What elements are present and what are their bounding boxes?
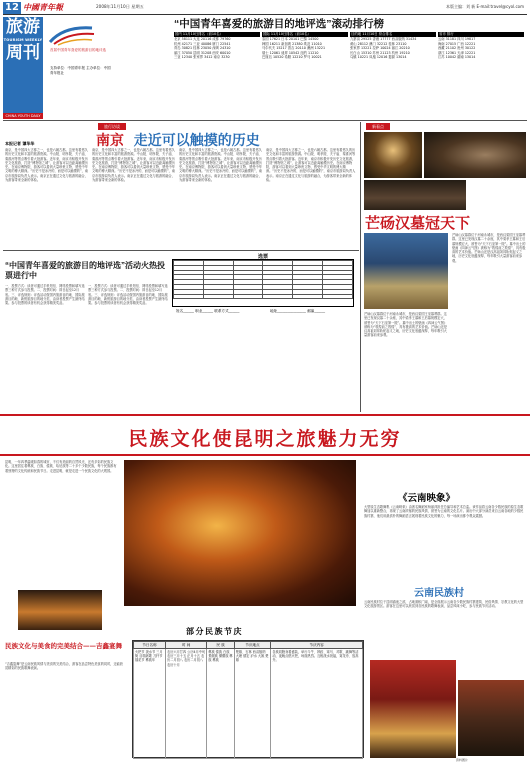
village-photo-caption: 资料图片 [456, 758, 469, 762]
vote-body-col1: 一、投票方式：读者可通过手机短信、网络投票和填写选票三种方式参与投票。二、投票时间：即日起至12月底。三、评选规则：评选活动按国内旅游目的地、国际旅游目的地、新锐旅游目的地分类，由读者投票产生最终结果。参与投票的读者有机会获得精美奖品。 [5, 284, 85, 306]
ballot-cell[interactable] [323, 294, 353, 299]
vote-headline: “中国青年喜爱的旅游目的地评选”活动火热投票进行中 [5, 261, 165, 280]
nanjing-body-col1: 南京，是中国四大古都之一，也是六朝古都。这里有着悠久的历史文化和丰富的旅游资源。中山陵、明孝陵、夫子庙、秦淮河等景点吸引着大批游客。近年来，南京市积极开发历史文化旅游，打造“博物馆之城”，让游客可以近距离触摸历史。在南京博物院，游客可以看到大量珍贵文物，感受中华文明的博大精深。“历史不是冰冷的，而是可以触摸的”，南京市旅游局负责人表示。南京正在通过文化与旅游的融合，为游客带来全新的体验。 [5, 148, 88, 183]
ballot-name-field[interactable]: 姓名______ 职业______ 联系方式______ [176, 309, 240, 313]
ranking-column-head: 国内 11月10日排名（前10名） [174, 32, 260, 37]
village-photo [370, 660, 456, 758]
ranking-row: 北京 58111 大连 20116 成都 79760 [174, 37, 231, 41]
survey-caption: 首届中国青年喜爱的旅游目的地评选 [50, 48, 106, 52]
ranking-row: 黄山 28112 澳门 32212 桂林 23110 [350, 41, 407, 46]
ranking-column-head: 省市 排行 [438, 32, 524, 37]
ranking-column [438, 32, 524, 60]
section-divider [3, 120, 527, 121]
paper-name-strip: CHINA YOUTH DAILY [3, 113, 43, 119]
section-title-block [3, 17, 43, 113]
tomb-photo [364, 233, 448, 309]
festival-header: 时 间 [166, 642, 207, 649]
ranking-row: 巴厘岛 10520 希腊 12210 罗马 10021 [262, 55, 322, 60]
ranking-row: 张家界 13221 拉萨 10024 丽江 20210 [350, 46, 410, 51]
festival-header: 节庆地点 [234, 642, 271, 649]
survey-hosts: 支持单位：中国青年报 主办单位：中国青年报社 [50, 66, 111, 75]
header-info: 本版主编：刘 新 E-mail:travel@cyol.com [446, 4, 524, 9]
tomb-headline: 芒砀汉墓冠天下 [365, 214, 471, 232]
ranking-row: 瑞士 12061 迪拜 10542 纽约 11210 [262, 50, 319, 55]
festival-cell: 各族同胞身着盛装，举行斗牛、摔跤、赛马、对歌、跳舞等活动，夜晚点燃火把，场面热烈。互相泼水祝福，赛龙舟、放高升。 [271, 649, 363, 759]
ranking-row: 马尔代夫 15217 普吉 20110 澳洲 13221 [262, 46, 326, 51]
section-name-top: 旅游 [6, 17, 40, 37]
nanjing-body-col3: 南京，是中国四大古都之一，也是六朝古都。这里有着悠久的历史文化和丰富的旅游资源。中山陵、明孝陵、夫子庙、秦淮河等景点吸引着大批游客。近年来，南京市积极开发历史文化旅游，打造“博物馆之城”，让游客可以近距离触摸历史。在南京博物院，游客可以看到大量珍贵文物，感受中华文明的博大精深。“历史不是冰冷的，而是可以触摸的”，南京市旅游局负责人表示。南京正在通过文化与旅游的融合，为游客带来全新的体验。 [179, 148, 262, 183]
festival-cell: 火把节 泼水节 三月街 目瑙纵歌 刀杆节 插花节 彝族年 [134, 649, 166, 759]
ballot-address-field[interactable]: 地址________________ 邮编______ [270, 309, 326, 313]
ranking-row: 三亚 12340 张家界 3412 南京 3230 [174, 55, 230, 60]
ballot-cell[interactable] [293, 294, 323, 299]
festival-header: 民 族 [207, 642, 234, 649]
ranking-table [174, 32, 524, 110]
ranking-row: 江苏 10042 湖南 13014 [438, 55, 476, 60]
section-name-bottom: 周刊 [6, 43, 40, 63]
tomb-body-left: 芒砀山汉墓群位于河南永城市，是西汉梁国王室墓葬群。这里已发现汉墓二十余座，其中梁孝王墓和王后墓规模宏大，被誉为“天下石室第一陵”。墓中出土的壁画《四神云气图》被称为“敦煌前之敦煌”，具有极高的艺术价值。芒砀山还是汉高祖刘邦斩蛇起义之地，历史文化底蕴深厚，每年吸引大量游客前来参观。 [364, 312, 447, 338]
nanjing-body-col4: 南京，是中国四大古都之一，也是六朝古都。这里有着悠久的历史文化和丰富的旅游资源。中山陵、明孝陵、夫子庙、秦淮河等景点吸引着大批游客。近年来，南京市积极开发历史文化旅游，打造“博物馆之城”，让游客可以近距离触摸历史。在南京博物院，游客可以看到大量珍贵文物，感受中华文明的博大精深。“历史不是冰冷的，而是可以触摸的”，南京市旅游局负责人表示。南京正在通过文化与旅游的融合，为游客带来全新的体验。 [266, 148, 356, 183]
show-body: 大型原生态歌舞集《云南映象》由著名舞蹈家杨丽萍担任总编导和艺术总监。该作品将云南各少数民族的原生态歌舞加以重新整合，再现了云南浓郁的民族风情，被誉为云南的文化名片。演出中大部分演员来自云南各地的少数民族村寨，他们用最质朴的舞蹈语言展现着民族文化的魅力，每一场演出都令观众震撼。 [364, 505, 524, 518]
ballot-cell[interactable] [233, 294, 263, 299]
festival-cell: 楚雄、石林 西双版纳 大理 德宏 泸水 大姚 楚雄 [234, 649, 271, 759]
village-photo [458, 680, 524, 756]
ranking-headline: “中国青年喜爱的旅游目的地评选”滚动排行榜 [174, 18, 384, 30]
kunming-banner-title: 民族文化使昆明之旅魅力无穷 [128, 428, 402, 450]
ranking-row: 青岛 30821 桂林 23050 深圳 24310 [174, 46, 231, 51]
tomb-photo [364, 180, 466, 210]
nanjing-tag: 旅行访谈 [98, 123, 126, 130]
nanjing-headline-main: 走近可以触摸的历史 [133, 133, 260, 149]
dance-photo [124, 460, 356, 606]
kunming-intro: 昆明，一年四季温暖如春的城市，不仅有美丽的自然风光，还有多彩的民族文化。这里居住着彝族、白族、傣族、哈尼族等二十多个少数民族，每个民族都有着独特的文化传统和民族节日。走进昆明，就是走进一个民族文化的大观园。 [5, 460, 117, 473]
festival-headline: 部分民族节庆 [186, 626, 243, 636]
nanjing-body-col2: 南京，是中国四大古都之一，也是六朝古都。这里有着悠久的历史文化和丰富的旅游资源。中山陵、明孝陵、夫子庙、秦淮河等景点吸引着大批游客。近年来，南京市积极开发历史文化旅游，打造“博物馆之城”，让游客可以近距离触摸历史。在南京博物院，游客可以看到大量珍贵文物，感受中华文明的博大精深。“历史不是冰冷的，而是可以触摸的”，南京市旅游局负责人表示。南京正在通过文化与旅游的融合，为游客带来全新的体验。 [92, 148, 175, 183]
food-headline: 民族文化与美食的完美结合——吉鑫宴舞 [5, 642, 122, 650]
ranking-row: 丽江 37050 昆明 31208 西安 60010 [174, 50, 231, 55]
nanjing-byline: 本报记者 谭华华 [5, 141, 35, 146]
ranking-row: 韩国 16211 新加坡 21380 埃及 11010 [262, 41, 322, 46]
tomb-photo [424, 132, 526, 178]
ranking-row: 浙江 12361 天津 12221 [438, 50, 476, 55]
ballot-form[interactable] [172, 259, 354, 307]
section-english: TOURISM WEEKLY [3, 38, 43, 42]
ranking-row: 杭州 42171 三亚 40086 厦门 22541 [174, 41, 231, 46]
section-divider [3, 250, 359, 251]
festival-cell: 彝族 傣族 白族 景颇族 傈僳族 彝族 彝族 [207, 649, 234, 759]
tomb-photo [364, 132, 422, 178]
ballot-grid [173, 260, 353, 299]
ranking-row: 九寨沟 29525 香港 17777 西双版纳 31434 [350, 37, 417, 41]
top-divider [3, 14, 527, 15]
page-number: 12 [3, 2, 21, 14]
vote-body-col2: 一、投票方式：读者可通过手机短信、网络投票和填写选票三种方式参与投票。二、投票时间：即日起至12月底。三、评选规则：评选活动按国内旅游目的地、国际旅游目的地、新锐旅游目的地分类，由读者投票产生最终结果。参与投票的读者有机会获得精美奖品。 [88, 284, 168, 306]
ranking-row: 西藏 21102 贵州 30122 [438, 46, 476, 51]
ranking-row: 海南 27015 广西 12221 [438, 41, 476, 46]
ranking-column [174, 32, 260, 60]
ranking-row: 云南 31181 四川 19817 [438, 37, 476, 41]
banquet-photo [18, 590, 102, 630]
show-headline: 《云南映象》 [398, 493, 456, 504]
festival-table [132, 640, 364, 758]
column-divider [360, 122, 361, 412]
festival-header: 节日名称 [134, 642, 166, 649]
village-headline: 云南民族村 [414, 588, 464, 599]
tomb-tag: 新看点 [366, 123, 390, 130]
festival-cell: 农历六月廿四 公历4月中旬 农历三月十五 正月十五 农历二月初八 农历二月初八 农历十月 [166, 649, 207, 759]
ranking-row: 长白山 15310 苏州 21123 杭州 19210 [350, 50, 410, 55]
village-body: 云南民族村位于昆明滇池之滨，占地面积广阔，是全面展示云南各少数民族村寨建筑、民俗风情、宗教文化的大型文化旅游景区。游客在这里可以欣赏到各民族的歌舞表演，品尝风味小吃，参与民族节庆活动。 [364, 600, 524, 609]
ranking-column-head: 国际 11月10日排名（前10名） [262, 32, 348, 37]
survey-logo-icon [48, 22, 96, 46]
ballot-cell[interactable] [203, 294, 233, 299]
ranking-row: 乌镇 10221 凤凰 12016 婺源 13014 [350, 55, 407, 60]
ballot-cell[interactable] [263, 294, 293, 299]
ballot-cell[interactable] [174, 294, 204, 299]
ranking-column [350, 32, 436, 60]
date-line: 2008年11月10日 星期五 [96, 4, 144, 9]
tomb-body-right: 芒砀山汉墓群位于河南永城市，是西汉梁国王室墓葬群。这里已发现汉墓二十余座，其中梁孝王墓和王后墓规模宏大，被誉为“天下石室第一陵”。墓中出土的壁画《四神云气图》被称为“敦煌前之敦煌”，具有极高的艺术价值。芒砀山还是汉高祖刘邦斩蛇起义之地，历史文化底蕴深厚，每年吸引大量游客前来参观。 [452, 233, 526, 263]
ticket-title: 选票 [257, 254, 268, 260]
food-body: “吉鑫宴舞”是云南民族风情与美食的完美结合，游客在品尝特色美食的同时，还能欣赏精彩的民族歌舞表演。 [5, 662, 124, 671]
nanjing-headline [96, 130, 260, 150]
ranking-column-head: 目的地 11月10日 综合排名 [350, 32, 436, 37]
nanjing-headline-city: 南京 [96, 133, 124, 149]
ranking-row: 泰国 17621 日本 20101 巴黎 14500 [262, 37, 319, 41]
ranking-column [262, 32, 348, 60]
festival-header: 节庆内容 [271, 642, 363, 649]
masthead-logo: 中國青年報 [23, 2, 63, 12]
